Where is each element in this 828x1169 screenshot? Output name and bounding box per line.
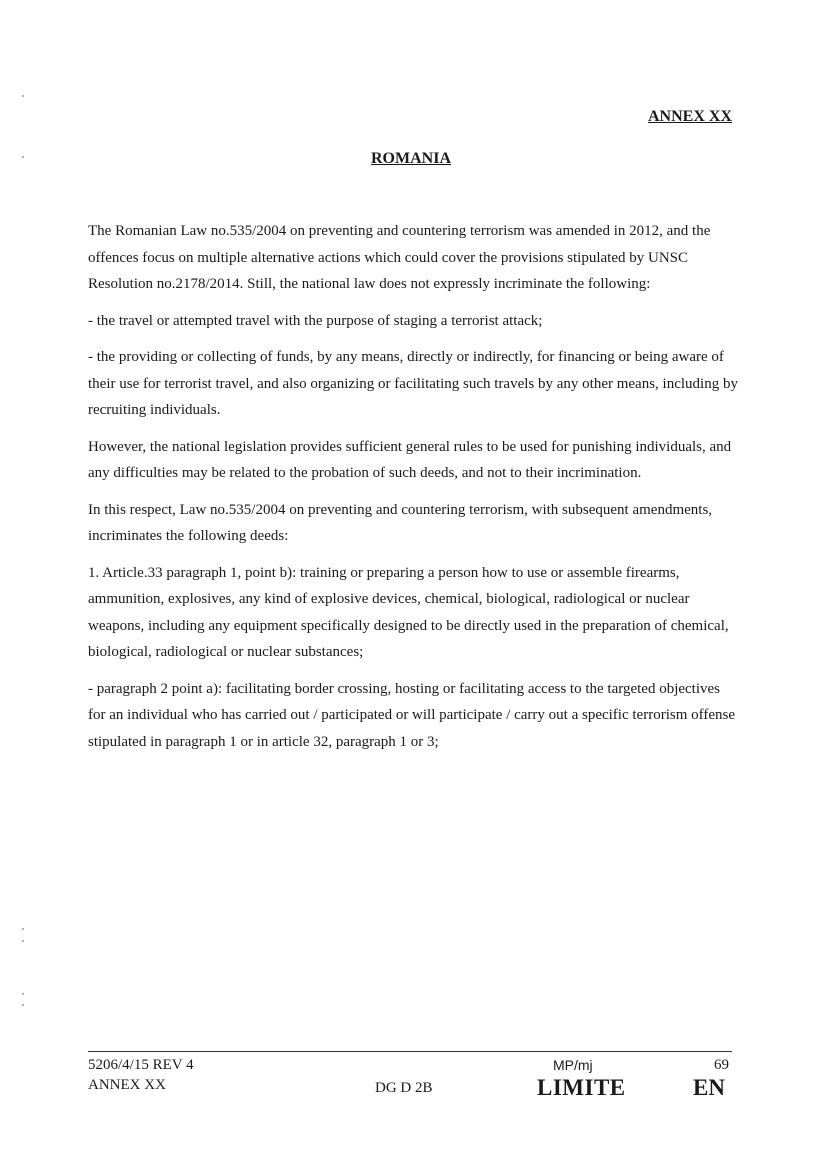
footer-directorate: DG D 2B: [375, 1080, 433, 1096]
scan-mark: [22, 940, 24, 942]
scan-mark: [22, 1004, 24, 1006]
scan-mark: [22, 993, 24, 995]
paragraph: - the providing or collecting of funds, by any means, directly or indirectly, for financing or being aware of their use for terrorist travel, and also organizing or facilitating such travels by any other means, including by recruiting individuals.: [88, 349, 738, 418]
paragraph: - the travel or attempted travel with the purpose of staging a terrorist attack;: [88, 312, 543, 329]
footer-page-number: 69: [714, 1057, 729, 1073]
scan-mark: [22, 928, 24, 930]
footer-annex: ANNEX XX: [88, 1077, 166, 1093]
footer-author: MP/mj: [553, 1057, 593, 1073]
scan-mark: [22, 156, 24, 158]
footer-language: EN: [693, 1075, 725, 1100]
paragraph: 1. Article.33 paragraph 1, point b): training or preparing a person how to use or assemble firearms, ammunition, explosives, any kind of explosive devices, chemical, biological, radiological or nuclear weapons, including any equipment specifically designed to be directly used in the preparation of chemical, biological, radiological or nuclear substances;: [88, 564, 729, 660]
paragraph: The Romanian Law no.535/2004 on preventing and countering terrorism was amended in 2012, and the offences focus on multiple alternative actions which could cover the provisions stipulated by UNSC Resolution no.2178/2014. Still, the national law does not expressly incriminate the following:: [88, 223, 711, 292]
paragraph: However, the national legislation provides sufficient general rules to be used for punishing individuals, and any difficulties may be related to the probation of such deeds, and not to their incrimination.: [88, 438, 732, 481]
scan-mark: [22, 95, 24, 97]
footer-doc-ref: 5206/4/15 REV 4: [88, 1057, 194, 1073]
annex-label: ANNEX XX: [648, 108, 732, 125]
footer-classification: LIMITE: [537, 1075, 626, 1100]
paragraph: - paragraph 2 point a): facilitating border crossing, hosting or facilitating access to the targeted objectives for an individual who has carried out / participated or will participate / carry out a specific terrorism offense stipulated in paragraph 1 or in article 32, paragraph 1 or 3;: [88, 680, 735, 750]
document-body: [88, 218, 738, 765]
country-title: ROMANIA: [371, 150, 451, 167]
paragraph: In this respect, Law no.535/2004 on preventing and countering terrorism, with subsequent amendments, incriminates the following deeds:: [88, 501, 713, 544]
footer-divider: [88, 1051, 732, 1052]
